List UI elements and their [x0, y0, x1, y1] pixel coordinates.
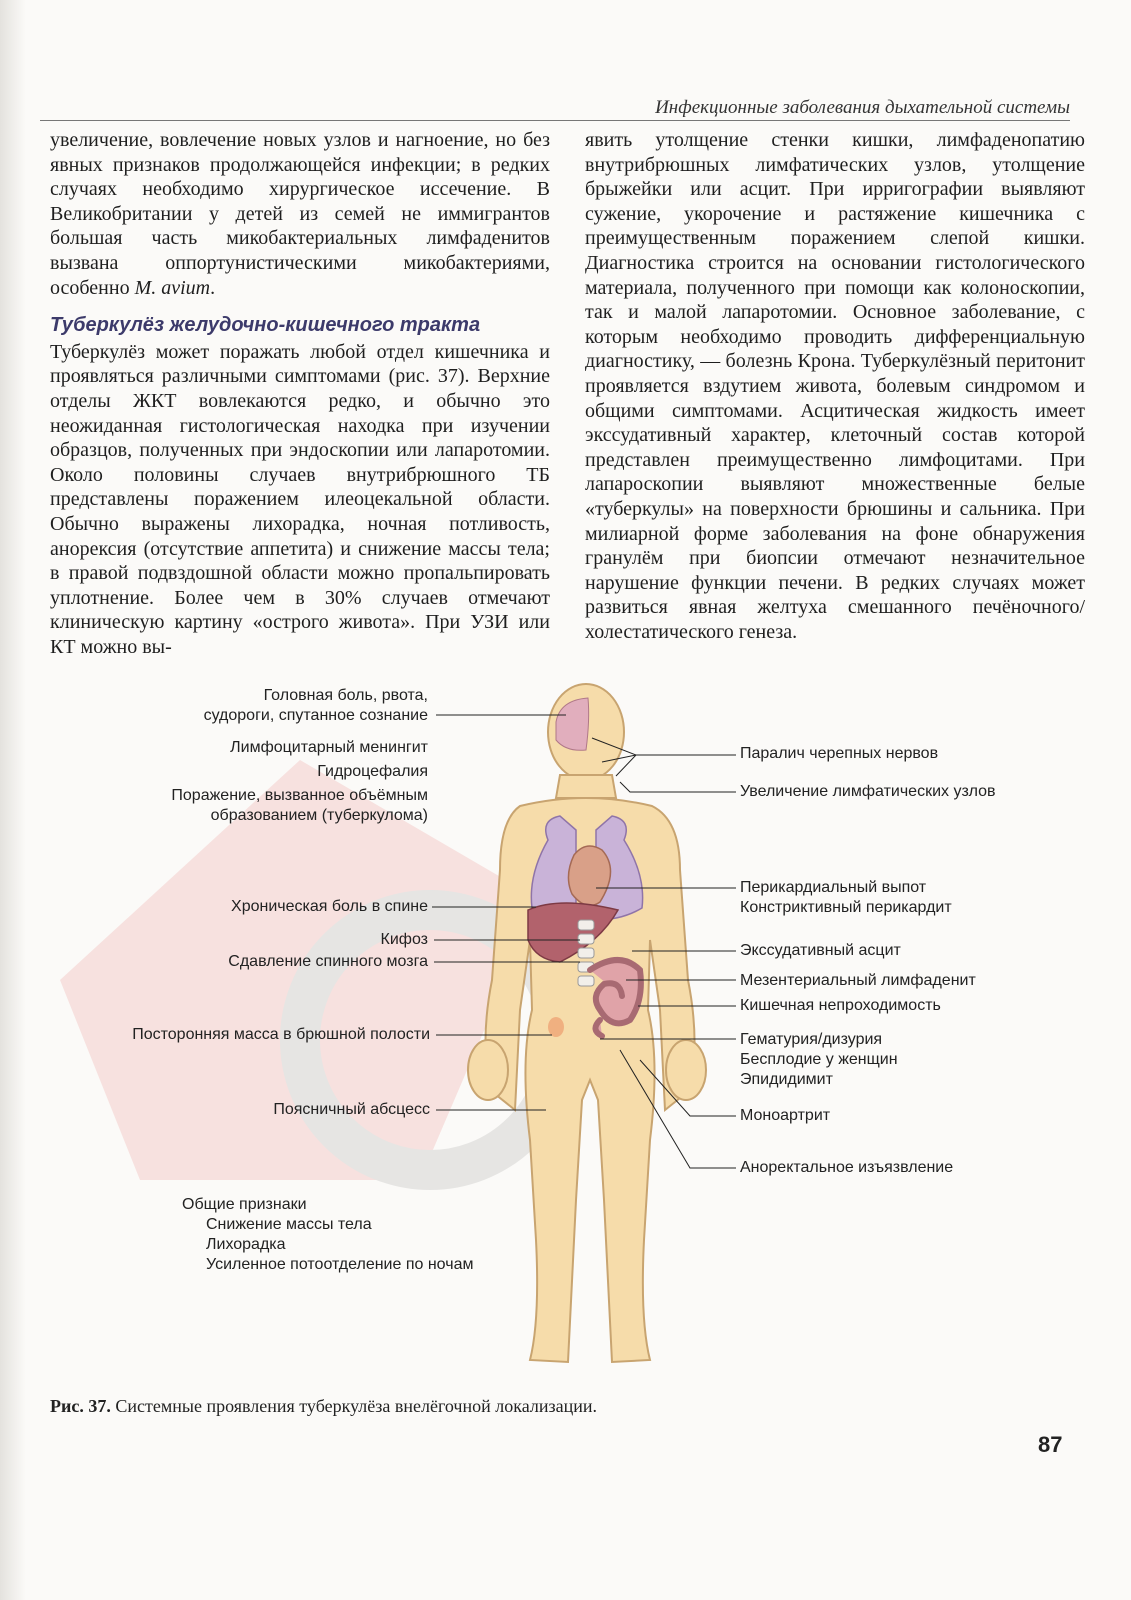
caption-text: Системные проявления туберкулёза внелёгочной локализации.: [110, 1396, 597, 1416]
section-heading: Туберкулёз желудочно-кишечного тракта: [50, 314, 481, 337]
paragraph: явить утолщение стенки кишки, лимфаденопатию внутрибрюшных лимфатических узлов, утолщение брыжейки или асцит. При ирригографии выявляют сужение, укорочение и растяжение кишечника с преимущественным поражением слепой кишки. Диагностика строится на основании гистологического материала, полученного при помощи как колоноскопии, так и малой лапаротомии. Основное заболевание, с которым необходимо проводить дифференциальную диагностику, — болезнь Крона. Туберкулёзный перитонит проявляется вздутием живота, болевым синдромом и общими симптомами. Асцитическая жидкость имеет экссудативный характер, клеточный состав которой представлен преимущественно лимфоцитами. При лапароскопии выявляют множественные белые «туберкулы» на поверхности брюшины и сальника. При милиарной форме заболевания на фоне обнаружения гранулём при биопсии отмечают незначительное нарушение функции печени. В редких случаях может развиться явная желтуха смешанного печёночного/холестатического генеза.: [585, 129, 1085, 643]
label-line: Бесплодие у женщин: [740, 1051, 898, 1068]
label-lymph-nodes: Увеличение лимфатических узлов: [740, 783, 996, 800]
label-line: судороги, спутанное сознание: [203, 707, 428, 724]
label-cord-compression: Сдавление спинного мозга: [228, 953, 428, 970]
label-monoarthritis: Моноартрит: [740, 1107, 831, 1124]
left-column: [50, 128, 550, 659]
page-number: 87: [1038, 1432, 1063, 1457]
paragraph: [50, 128, 550, 300]
label-mesenteric: Мезентериальный лимфаденит: [740, 972, 976, 989]
label-tuberculoma: [100, 786, 428, 826]
label-cranial-nerve-palsy: Паралич черепных нервов: [740, 745, 939, 762]
label-pericardial: [740, 878, 952, 918]
paragraph: Туберкулёз может поражать любой отдел кишечника и проявляться различными симптомами (рис. 37). Верхние отделы ЖКТ вовлекаются редко, и обычно это неожиданная гистологическая находка при изучении образцов, полученных при эндоскопии или лапаротомии. Около половины случаев внутрибрюшного ТБ представлены поражением илеоцекальной области. Обычно выражены лихорадка, ночная потливость, анорексия (отсутствие аппетита) и снижение массы тела; в правой подвздошной области можно пропальпировать уплотнение. Более чем в 30% случаев отмечают клиническую картину «острого живота». При УЗИ или КТ можно вы-: [50, 340, 550, 658]
label-ascites: Экссудативный асцит: [740, 942, 901, 959]
general-signs: [182, 1195, 473, 1275]
abdominal-mass-spot: [548, 1017, 564, 1037]
general-sign: Снижение массы тела: [206, 1216, 372, 1233]
figure-37: [0, 680, 1131, 1400]
label-line: образованием (туберкулома): [210, 807, 428, 824]
label-back-pain: Хроническая боль в спине: [231, 898, 428, 915]
label-hydrocephalus: Гидроцефалия: [317, 763, 428, 780]
label-line: Поражение, вызванное объёмным: [171, 787, 428, 804]
label-psoas-abscess: Поясничный абсцесс: [273, 1101, 430, 1118]
paragraph-end: .: [210, 276, 216, 299]
label-meningitis: Лимфоцитарный менингит: [230, 739, 428, 756]
running-head: Инфекционные заболевания дыхательной системы: [655, 97, 1070, 118]
spine: [578, 920, 594, 986]
caption-label: Рис. 37.: [50, 1396, 111, 1416]
general-signs-title: Общие признаки: [182, 1196, 307, 1213]
header-rule: [40, 120, 1070, 121]
label-anorectal: Аноректальное изъязвление: [740, 1159, 954, 1176]
label-abdominal-mass: Посторонняя масса в брюшной полости: [132, 1026, 430, 1043]
right-column: [585, 128, 1085, 644]
label-kyphosis: Кифоз: [380, 931, 428, 948]
paragraph-text: увеличение, вовлечение новых узлов и нагноение, но без явных признаков продолжающейся инфекции; в редких случаях необходимо хирургическое иссечение. В Великобритании у детей из семей не иммигрантов большая часть микобактериальных лимфаденитов вызвана оппортунистическими микобактериями, особенно: [50, 129, 550, 299]
figure-caption: [50, 1396, 597, 1417]
label-genitourinary: [740, 1030, 898, 1090]
label-line: Гематурия/дизурия: [740, 1031, 883, 1048]
label-line: Перикардиальный выпот: [740, 879, 927, 896]
label-line: Головная боль, рвота,: [263, 687, 428, 704]
label-obstruction: Кишечная непроходимость: [740, 997, 941, 1014]
species-name: M. avium: [134, 276, 211, 299]
label-line: Эпидидимит: [740, 1071, 833, 1088]
human-body: [468, 684, 706, 1362]
general-sign: Лихорадка: [206, 1236, 286, 1253]
general-sign: Усиленное потоотделение по ночам: [206, 1256, 474, 1273]
label-line: Констриктивный перикардит: [740, 899, 952, 916]
label-headache: [150, 686, 428, 726]
